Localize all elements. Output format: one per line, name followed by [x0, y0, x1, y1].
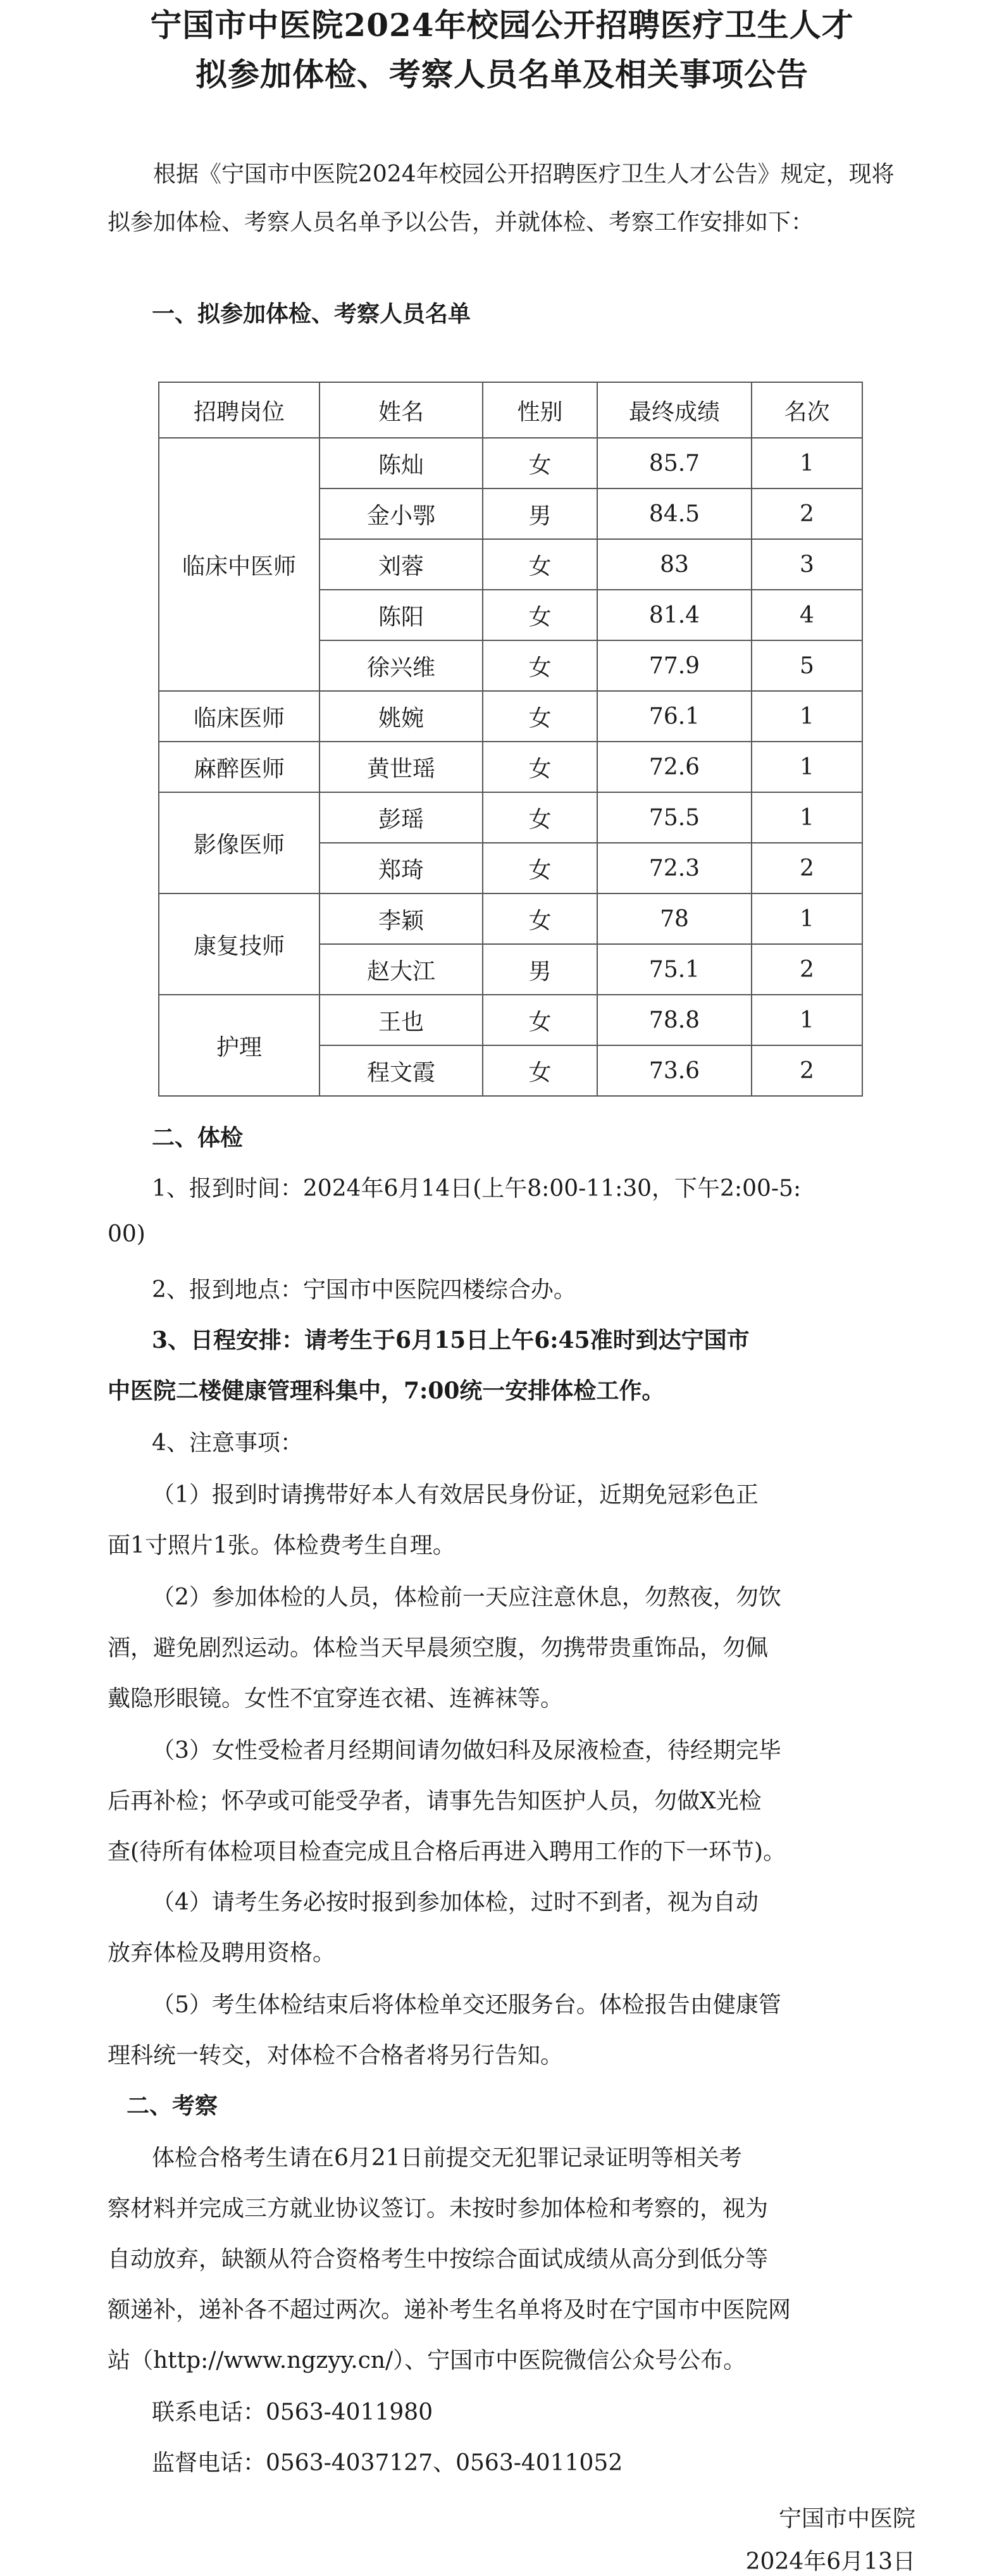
title-line-2: 拟参加体检、考察人员名单及相关事项公告: [195, 56, 809, 93]
table-row: [159, 438, 862, 488]
score-cell: 83: [597, 539, 752, 590]
gender-cell: 男: [483, 944, 597, 995]
header-post: 招聘岗位: [159, 382, 319, 438]
checkup-location: [152, 1272, 576, 1304]
table-row: [159, 792, 862, 843]
name-cell: 金小鄂: [319, 488, 483, 539]
note-3-line-2: 后再补检；怀孕或可能受孕者，请事先告知医护人员，勿做X光检: [108, 1788, 762, 1814]
note-4-line-2: 放弃体检及聘用资格。: [108, 1940, 336, 1966]
note-3-line-3: 查(待所有体检项目检查完成且合格后再进入聘用工作的下一环节)。: [108, 1839, 786, 1865]
gender-cell: 女: [483, 843, 597, 893]
name-cell: 王也: [319, 995, 483, 1045]
name-cell: 陈阳: [319, 590, 483, 640]
rank-cell: 1: [752, 792, 862, 843]
supervise-phone: 监督电话：0563-4037127、0563-4011052: [152, 2450, 623, 2476]
post-cell: 康复技师: [159, 893, 319, 995]
gender-cell: 女: [483, 438, 597, 488]
intro-paragraph: 根据《宁国市中医院2024年校园公开招聘医疗卫生人才公告》规定，现将拟参加体检、考察人员名单予以公告，并就体检、考察工作安排如下：: [108, 161, 895, 235]
name-cell: 陈灿: [319, 438, 483, 488]
rank-cell: 1: [752, 691, 862, 742]
table-row: [159, 893, 862, 944]
post-cell: 影像医师: [159, 792, 319, 893]
rank-cell: 5: [752, 640, 862, 691]
score-cell: 73.6: [597, 1045, 752, 1096]
score-cell: 72.6: [597, 742, 752, 792]
score-cell: 85.7: [597, 438, 752, 488]
review-line-2: 察材料并完成三方就业协议签订。未按时参加体检和考察的，视为: [108, 2196, 769, 2222]
score-cell: 78: [597, 893, 752, 944]
note-4-line-1: （4）请考生务必按时报到参加体检，过时不到者，视为自动: [152, 1889, 759, 1915]
note-3-line-1: （3）女性受检者月经期间请勿做妇科及尿液检查，待经期完毕: [152, 1738, 781, 1764]
score-cell: 78.8: [597, 995, 752, 1045]
rank-cell: 2: [752, 488, 862, 539]
review-line-5: 站（http://www.ngzyy.cn/）、宁国市中医院微信公众号公布。: [108, 2348, 747, 2374]
checkup-location-label: 2、报到地点：: [152, 1277, 303, 1303]
rank-cell: 4: [752, 590, 862, 640]
post-cell: 护理: [159, 995, 319, 1096]
score-cell: 76.1: [597, 691, 752, 742]
rank-cell: 3: [752, 539, 862, 590]
review-line-1: 体检合格考生请在6月21日前提交无犯罪记录证明等相关考: [152, 2145, 742, 2171]
header-score: 最终成绩: [597, 382, 752, 438]
schedule-line-2: 中医院二楼健康管理科集中，7:00统一安排体检工作。: [108, 1378, 665, 1404]
section3-heading: 二、考察: [127, 2093, 218, 2119]
gender-cell: 女: [483, 539, 597, 590]
rank-cell: 2: [752, 843, 862, 893]
checkup-location-value: 宁国市中医院四楼综合办。: [302, 1277, 576, 1303]
score-cell: 81.4: [597, 590, 752, 640]
signature-date: 2024年6月13日: [745, 2549, 915, 2575]
table-row: [159, 995, 862, 1045]
schedule-line-1: 3、日程安排：请考生于6月15日上午6:45准时到达宁国市: [152, 1327, 750, 1353]
score-cell: 72.3: [597, 843, 752, 893]
header-gender: 性别: [483, 382, 597, 438]
candidate-table: [158, 382, 863, 1097]
name-cell: 李颖: [319, 893, 483, 944]
gender-cell: 男: [483, 488, 597, 539]
table-row: [159, 742, 862, 792]
note-5-line-1: （5）考生体检结束后将体检单交还服务台。体检报告由健康管: [152, 1992, 781, 2018]
review-line-3: 自动放弃，缺额从符合资格考生中按综合面试成绩从高分到低分等: [108, 2246, 769, 2272]
post-cell: 临床医师: [159, 691, 319, 742]
name-cell: 姚婉: [319, 691, 483, 742]
name-cell: 赵大江: [319, 944, 483, 995]
contact-phone: 联系电话：0563-4011980: [152, 2399, 433, 2425]
header-rank: 名次: [752, 382, 862, 438]
score-cell: 75.1: [597, 944, 752, 995]
gender-cell: 女: [483, 893, 597, 944]
gender-cell: 女: [483, 1045, 597, 1096]
name-cell: 刘蓉: [319, 539, 483, 590]
rank-cell: 1: [752, 742, 862, 792]
name-cell: 郑琦: [319, 843, 483, 893]
review-line-4: 额递补，递补各不超过两次。递补考生名单将及时在宁国市中医院网: [108, 2297, 791, 2323]
post-cell: 麻醉医师: [159, 742, 319, 792]
gender-cell: 女: [483, 742, 597, 792]
section2-heading: 二、体检: [152, 1124, 244, 1151]
rank-cell: 1: [752, 995, 862, 1045]
rank-cell: 1: [752, 893, 862, 944]
note-1-line-1: （1）报到时请携带好本人有效居民身份证，近期免冠彩色正: [152, 1482, 759, 1508]
rank-cell: 2: [752, 1045, 862, 1096]
name-cell: 彭瑶: [319, 792, 483, 843]
name-cell: 程文霞: [319, 1045, 483, 1096]
score-cell: 77.9: [597, 640, 752, 691]
score-cell: 84.5: [597, 488, 752, 539]
gender-cell: 女: [483, 590, 597, 640]
note-2-line-1: （2）参加体检的人员，体检前一天应注意休息，勿熬夜，勿饮: [152, 1584, 781, 1610]
gender-cell: 女: [483, 792, 597, 843]
header-name: 姓名: [319, 382, 483, 438]
note-2-line-2: 酒，避免剧烈运动。体检当天早晨须空腹，勿携带贵重饰品，勿佩: [108, 1635, 769, 1661]
post-cell: 临床中医师: [159, 438, 319, 691]
checkup-time-cont: 00): [108, 1221, 146, 1247]
title-line-1: 宁国市中医院2024年校园公开招聘医疗卫生人才: [150, 6, 854, 44]
checkup-time: 1、报到时间：2024年6月14日(上午8:00-11:30，下午2:00-5:: [152, 1176, 802, 1202]
section1-heading: 一、拟参加体检、考察人员名单: [152, 301, 471, 327]
note-1-line-2: 面1寸照片1张。体检费考生自理。: [108, 1533, 456, 1559]
score-cell: 75.5: [597, 792, 752, 843]
note-2-line-3: 戴隐形眼镜。女性不宜穿连衣裙、连裤袜等。: [108, 1686, 564, 1712]
rank-cell: 1: [752, 438, 862, 488]
gender-cell: 女: [483, 995, 597, 1045]
table-header-row: [159, 382, 862, 438]
gender-cell: 女: [483, 691, 597, 742]
table-row: [159, 691, 862, 742]
notes-heading: 4、注意事项：: [152, 1430, 303, 1456]
note-5-line-2: 理科统一转交，对体检不合格者将另行告知。: [108, 2043, 564, 2069]
name-cell: 徐兴维: [319, 640, 483, 691]
gender-cell: 女: [483, 640, 597, 691]
rank-cell: 2: [752, 944, 862, 995]
name-cell: 黄世瑶: [319, 742, 483, 792]
signature-org: 宁国市中医院: [778, 2506, 915, 2532]
